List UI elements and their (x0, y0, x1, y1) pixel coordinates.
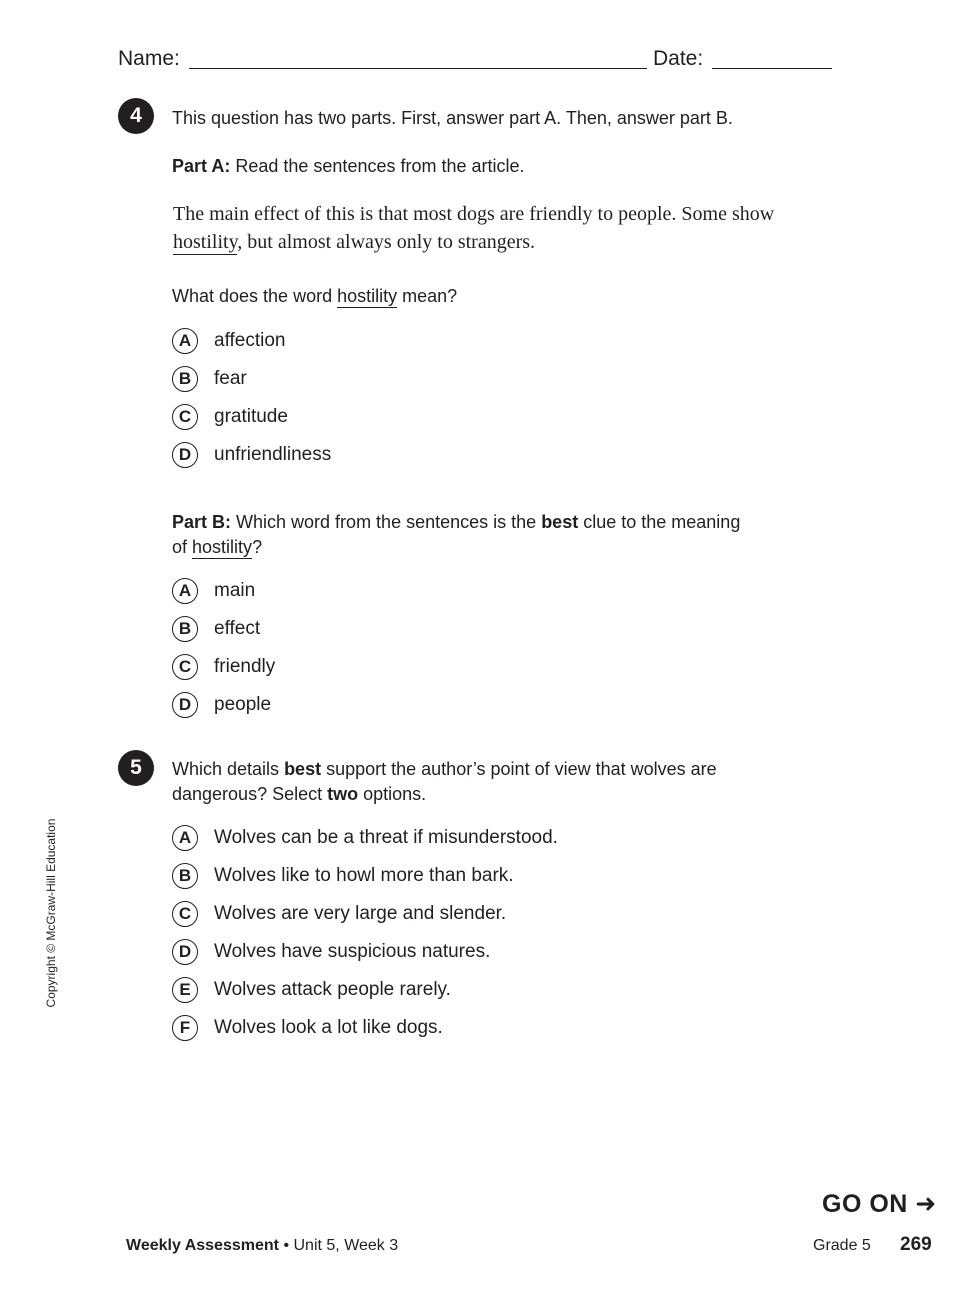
footer-grade: Grade 5 (813, 1237, 871, 1254)
option-bubble[interactable]: A (172, 328, 198, 354)
passage-line-2 (173, 228, 873, 256)
option-bubble[interactable]: C (172, 901, 198, 927)
part-b-line-1 (172, 510, 812, 535)
option-label: Wolves look a lot like dogs. (214, 1017, 443, 1038)
option-bubble[interactable]: A (172, 578, 198, 604)
q5-post: options. (363, 784, 427, 804)
part-a-option-a[interactable] (172, 326, 285, 356)
option-label: effect (214, 618, 261, 639)
option-label: Wolves attack people rarely. (214, 979, 451, 1000)
part-b-line-2 (172, 535, 812, 560)
q5-option-b[interactable] (172, 861, 514, 891)
option-label: fear (214, 368, 247, 389)
part-b-option-d[interactable] (172, 690, 271, 720)
part-b-question-end: ? (252, 537, 263, 557)
option-bubble[interactable]: D (172, 939, 198, 965)
part-a-instruction (172, 154, 525, 179)
passage-line-1: The main effect of this is that most dogs are friendly to people. Some show (173, 203, 775, 225)
part-a-option-d[interactable] (172, 440, 331, 470)
q5-pre: Which details (172, 759, 280, 779)
question-5-text (172, 757, 812, 807)
part-b-option-b[interactable] (172, 614, 260, 644)
name-field[interactable] (189, 46, 647, 69)
option-label: Wolves have suspicious natures. (214, 941, 491, 962)
option-label: affection (214, 330, 286, 351)
page-number: 269 (900, 1234, 932, 1255)
option-label: friendly (214, 656, 276, 677)
go-on-text: GO ON (822, 1190, 908, 1218)
q5-option-d[interactable] (172, 937, 490, 967)
option-bubble[interactable]: B (172, 366, 198, 392)
q5-mid: support the author’s point of view that wolves are (326, 759, 717, 779)
part-b-line2-pre: of (172, 537, 188, 557)
name-label: Name: (118, 47, 180, 70)
option-bubble[interactable]: E (172, 977, 198, 1003)
passage-underlined-word: hostility (173, 231, 238, 253)
question-5-number: 5 (118, 750, 154, 786)
part-b-question-bold: best (541, 512, 579, 532)
part-a-option-c[interactable] (172, 402, 288, 432)
date-field[interactable] (712, 46, 832, 69)
part-a-question-pre: What does the word (172, 286, 333, 306)
footer-unit: Unit 5, Week 3 (293, 1237, 399, 1254)
option-bubble[interactable]: F (172, 1015, 198, 1041)
part-a-option-b[interactable] (172, 364, 247, 394)
q5-option-f[interactable] (172, 1013, 443, 1043)
question-4-number: 4 (118, 98, 154, 134)
option-label: main (214, 580, 256, 601)
part-b-option-a[interactable] (172, 576, 255, 606)
option-bubble[interactable]: B (172, 863, 198, 889)
part-a-question (172, 284, 457, 309)
arrow-right-icon: ➜ (915, 1190, 937, 1218)
part-a-question-word: hostility (337, 286, 398, 306)
footer-assessment (126, 1237, 398, 1255)
article-passage (173, 200, 873, 256)
part-b-question-pre: Which word from the sentences is the (236, 512, 537, 532)
question-5-line-2 (172, 782, 812, 807)
part-b-option-c[interactable] (172, 652, 275, 682)
q5-bold-best: best (284, 759, 322, 779)
q5-option-c[interactable] (172, 899, 506, 929)
option-label: gratitude (214, 406, 288, 427)
part-a-text: Read the sentences from the article. (235, 156, 525, 176)
q5-line2-pre: dangerous? Select (172, 784, 323, 804)
option-bubble[interactable]: D (172, 442, 198, 468)
part-b-question-word: hostility (192, 537, 253, 557)
part-a-question-post: mean? (402, 286, 458, 306)
question-5-line-1 (172, 757, 812, 782)
part-b-question (172, 510, 812, 560)
go-on-label (822, 1189, 937, 1219)
q5-bold-two: two (327, 784, 359, 804)
option-label: Wolves are very large and slender. (214, 903, 507, 924)
part-a-label: Part A: (172, 156, 231, 176)
q5-option-e[interactable] (172, 975, 451, 1005)
part-b-label: Part B: (172, 512, 232, 532)
option-label: unfriendliness (214, 444, 332, 465)
date-label: Date: (653, 47, 704, 70)
part-b-question-post: clue to the meaning (583, 512, 741, 532)
option-label: Wolves can be a threat if misunderstood. (214, 827, 558, 848)
footer-separator: • (283, 1237, 290, 1254)
question-4-intro: This question has two parts. First, answer part A. Then, answer part B. (172, 108, 733, 128)
passage-rest: , but almost always only to strangers. (237, 231, 536, 253)
copyright-notice: Copyright © McGraw-Hill Education (44, 818, 58, 1008)
option-bubble[interactable]: C (172, 404, 198, 430)
option-bubble[interactable]: C (172, 654, 198, 680)
option-bubble[interactable]: D (172, 692, 198, 718)
footer-assessment-title: Weekly Assessment (126, 1237, 279, 1254)
option-bubble[interactable]: B (172, 616, 198, 642)
option-label: Wolves like to howl more than bark. (214, 865, 514, 886)
option-label: people (214, 694, 272, 715)
option-bubble[interactable]: A (172, 825, 198, 851)
q5-option-a[interactable] (172, 823, 558, 853)
